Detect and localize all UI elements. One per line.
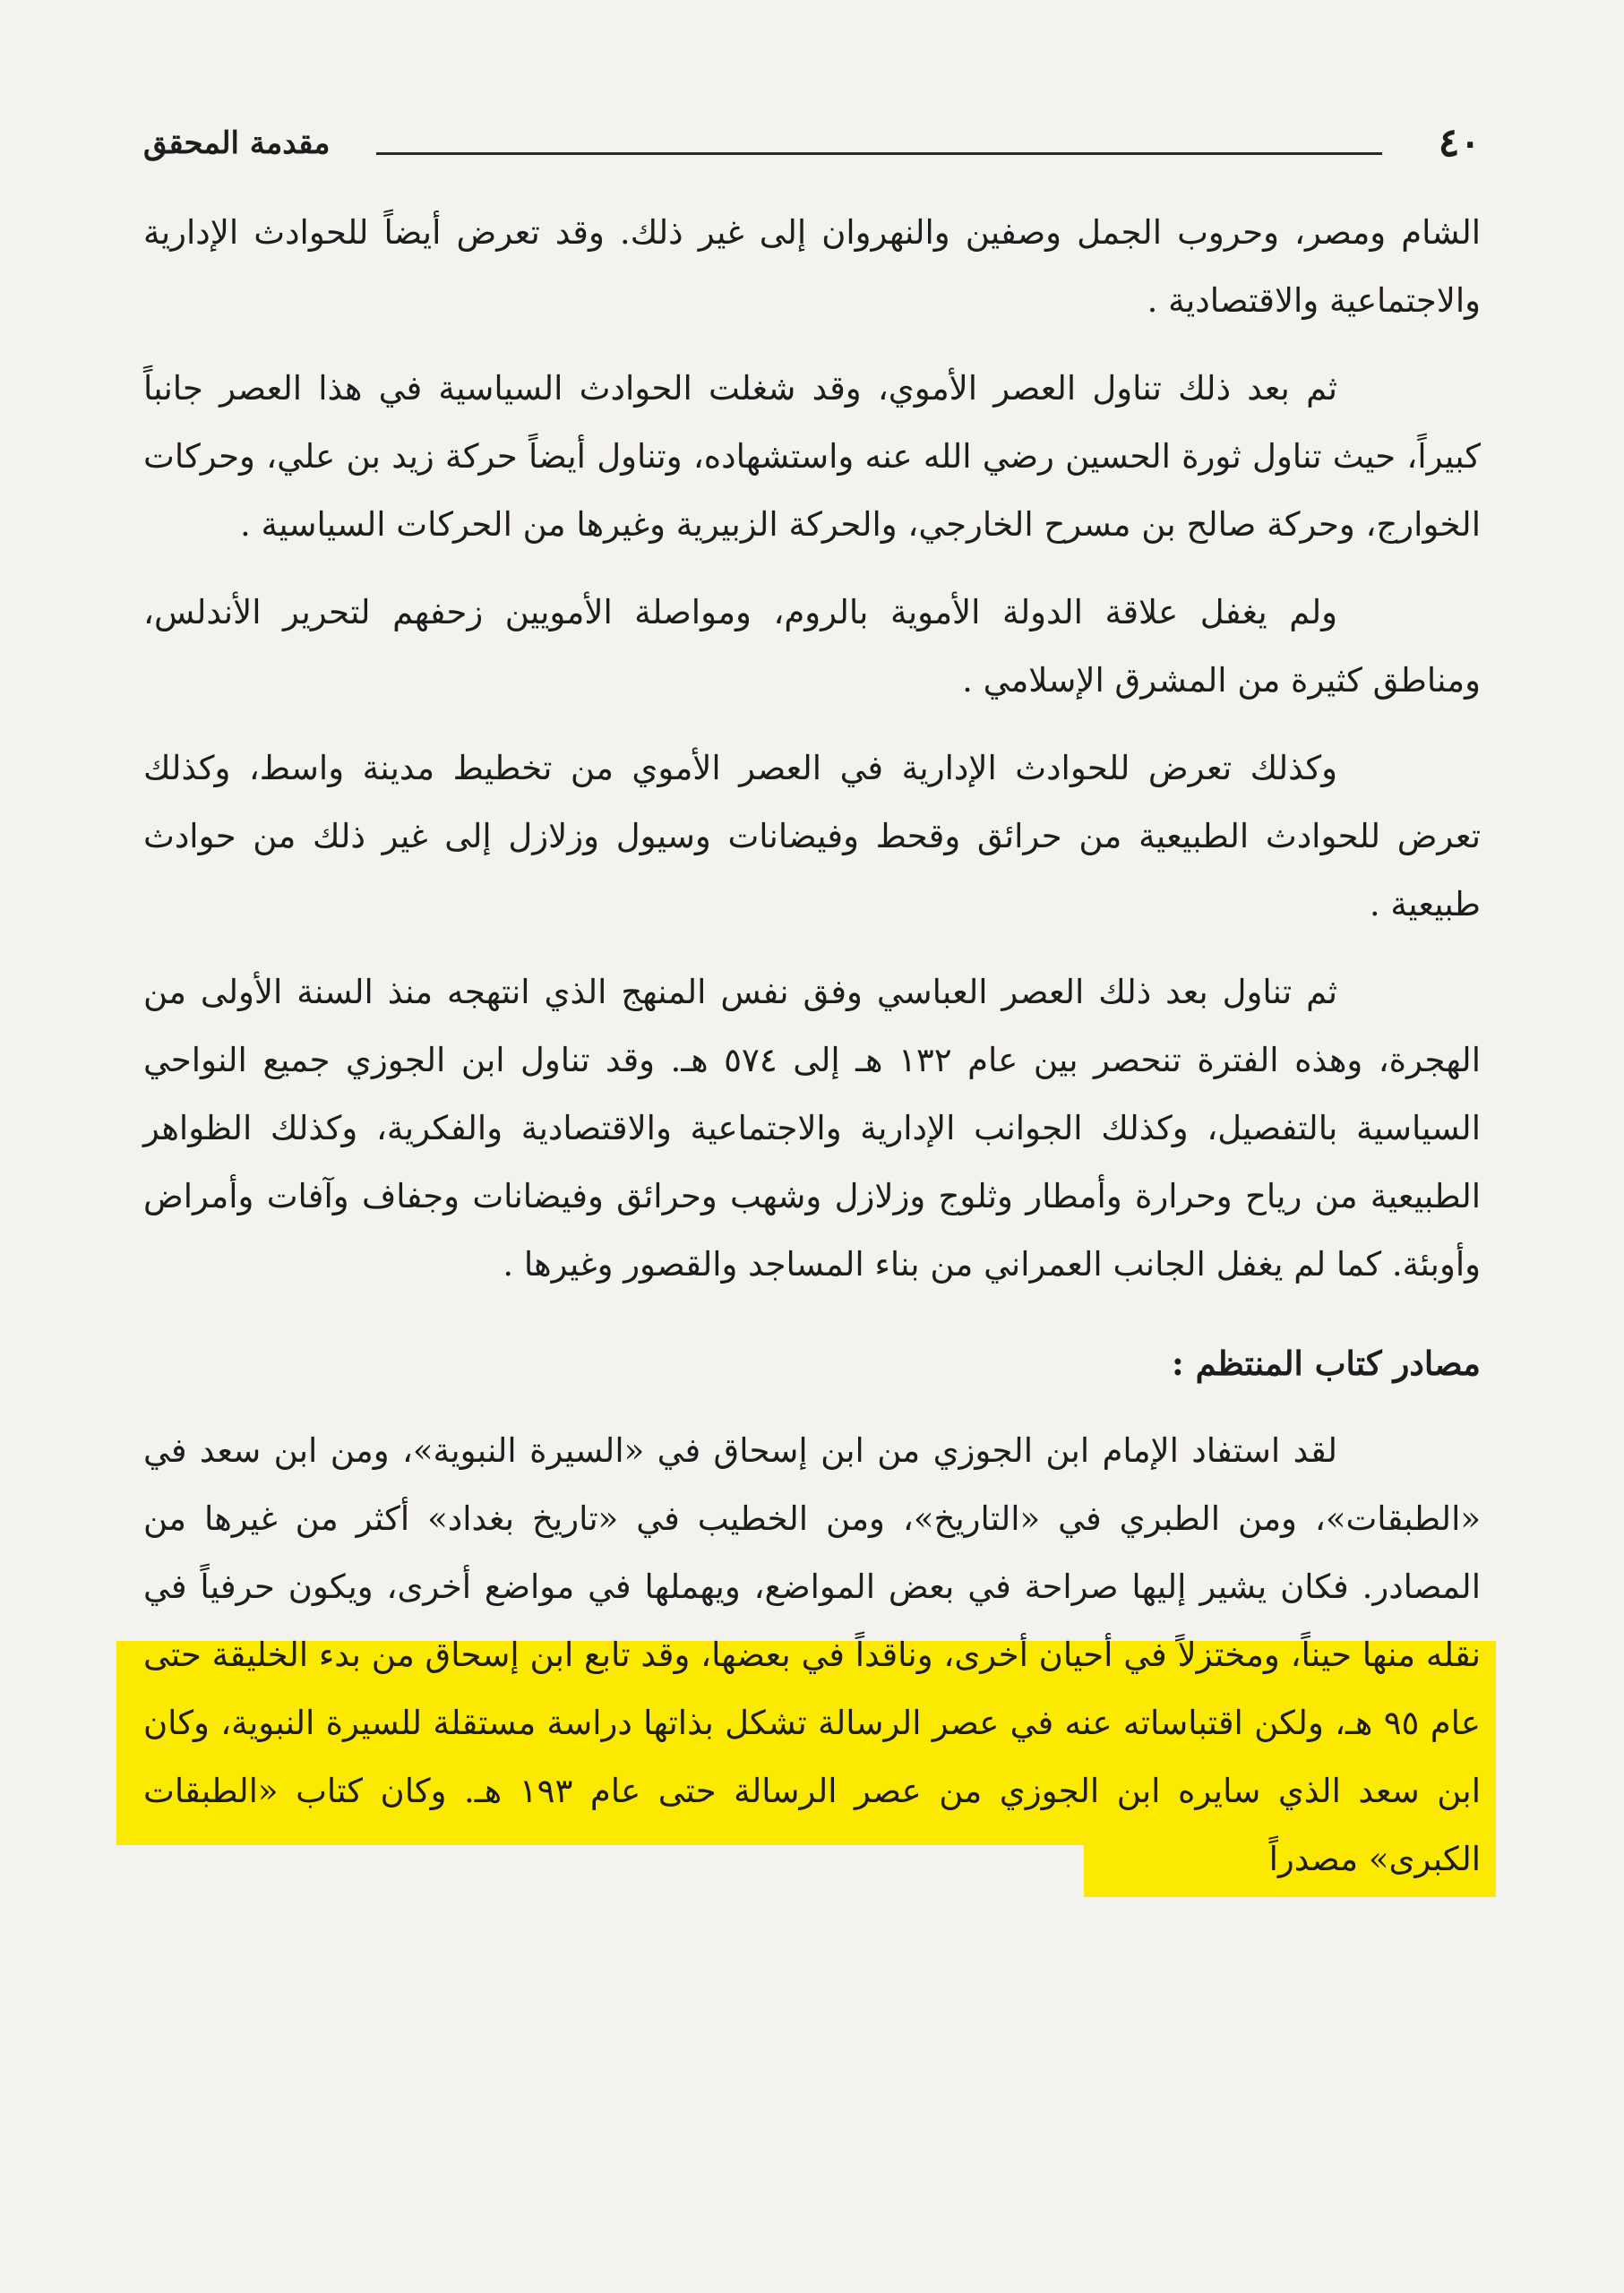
page-header <box>143 116 1481 170</box>
header-divider <box>376 152 1382 155</box>
section-heading: مصادر كتاب المنتظم : <box>1172 1344 1481 1383</box>
paragraph-3: ولم يغفل علاقة الدولة الأموية بالروم، ومواصلة الأمويين زحفهم لتحرير الأندلس، ومناطق كثيرة من المشرق الإسلامي . <box>143 593 1481 700</box>
running-title: مقدمة المحقق <box>143 125 331 161</box>
highlighted-passage: لقد استفاد الإمام ابن الجوزي من ابن إسحاق في «السيرة النبوية»، ومن ابن سعد في «الطبقات»، ومن الطبري في «التاريخ»، ومن الخطيب في «تاريخ بغداد» أكثر من غيرها من المصادر. <box>143 1431 1481 1606</box>
page-body <box>143 199 1481 1894</box>
paragraph-2: ثم بعد ذلك تناول العصر الأموي، وقد شغلت الحوادث السياسية في هذا العصر جانباً كبيراً، حيث تناول ثورة الحسين رضي الله عنه واستشهاده، وتناول أيضاً حركة زيد بن علي، وحركات الخوارج، وحركة صالح بن مسرح الخارجي، والحركة الزبيرية وغيرها من الحركات السياسية . <box>143 369 1481 544</box>
paragraph-1: الشام ومصر، وحروب الجمل وصفين والنهروان إلى غير ذلك. وقد تعرض أيضاً للحوادث الإدارية والاجتماعية والاقتصادية . <box>143 213 1481 320</box>
continuation-passage: فكان يشير إليها صراحة في بعض المواضع، ويهملها في مواضع أخرى، ويكون حرفياً في نقله منها حيناً، ومختزلاً في أحيان أخرى، وناقداً في بعضها، وقد تابع ابن إسحاق من بدء الخليقة حتى عام ٩٥ هـ، ولكن اقتباساته عنه في عصر الرسالة تشكل بذاتها دراسة مستقلة للسيرة النبوية، وكان ابن سعد الذي سايره ابن الجوزي من عصر الرسالة حتى عام ١٩٣ هـ. وكان كتاب «الطبقات الكبرى» مصدراً <box>143 1567 1482 1878</box>
paragraph-5: ثم تناول بعد ذلك العصر العباسي وفق نفس المنهج الذي انتهجه منذ السنة الأولى من الهجرة، وهذه الفترة تنحصر بين عام ١٣٢ هـ إلى ٥٧٤ هـ. وقد تناول ابن الجوزي جميع النواحي السياسية بالتفصيل، وكذلك الجوانب الإدارية والاجتماعية والاقتصادية والفكرية، وكذلك الظواهر الطبيعية من رياح وحرارة وأمطار وثلوج وزلازل وشهب وحرائق وفيضانات وجفاف وآفات وأمراض وأوبئة. كما لم يغفل الجانب العمراني من بناء المساجد والقصور وغيرها . <box>143 973 1481 1284</box>
paragraph-4: وكذلك تعرض للحوادث الإدارية في العصر الأموي من تخطيط مدينة واسط، وكذلك تعرض للحوادث الطبيعية من حرائق وقحط وفيضانات وسيول وزلازل إلى غير ذلك من حوادث طبيعية . <box>143 749 1481 923</box>
page-number: ٤٠ <box>1438 120 1481 166</box>
sources-paragraph <box>143 1417 1481 1894</box>
